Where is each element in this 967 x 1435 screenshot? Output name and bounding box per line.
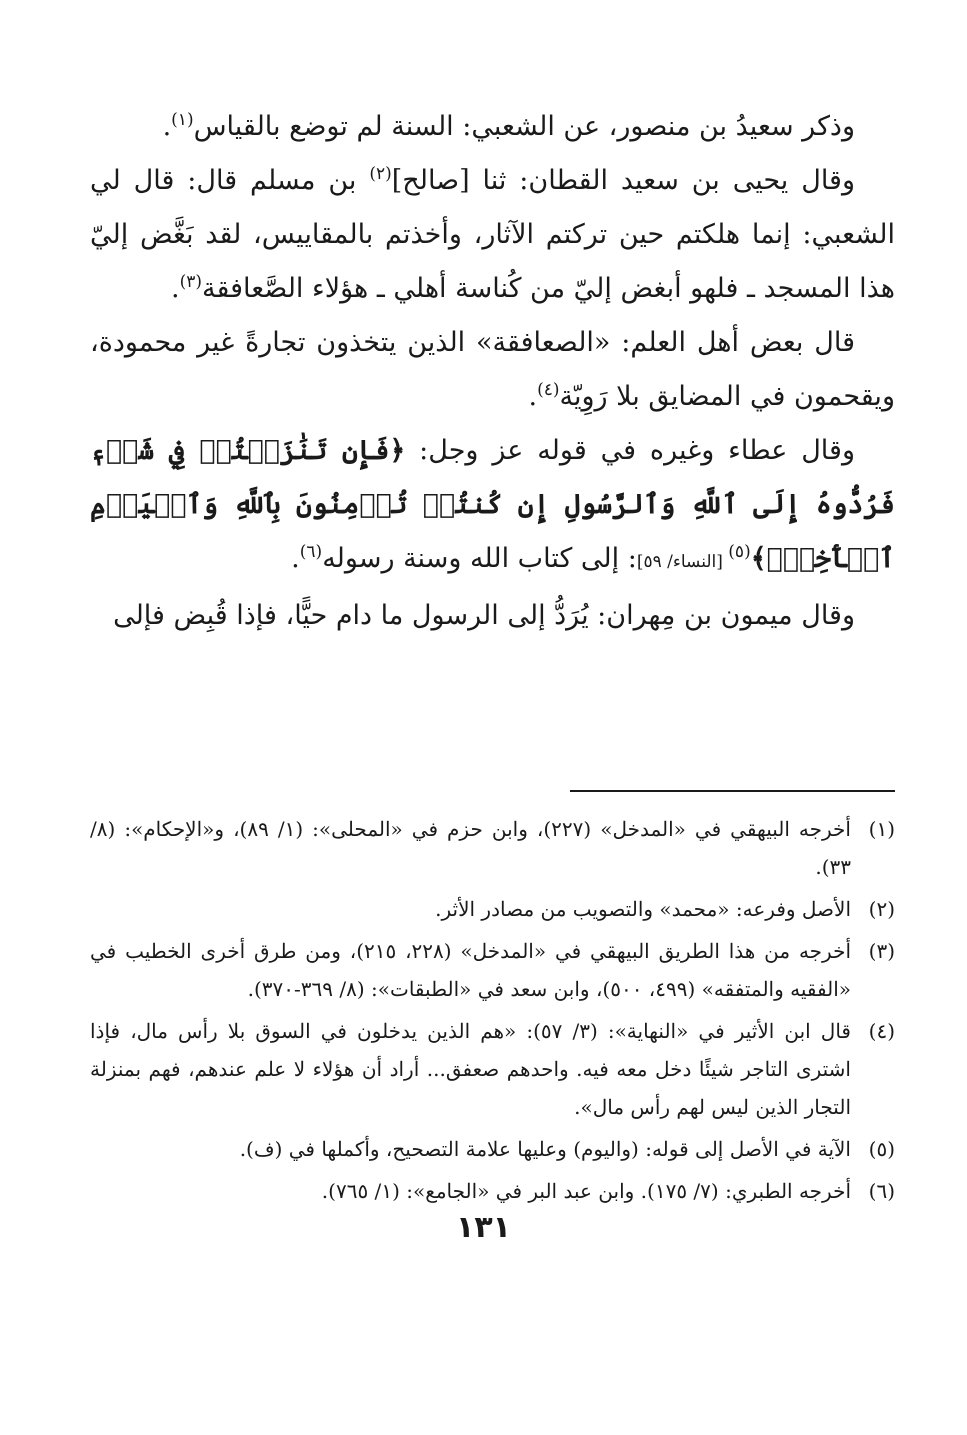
footnotes [90, 810, 895, 1214]
footnote-text: أخرجه البيهقي في «المدخل» (٢٢٧)، وابن حزم في «المحلى»: (١/ ٨٩)، و«الإحكام»: (٨/ ٣٣). [90, 817, 851, 879]
footnote-number: (٢) [868, 897, 895, 921]
footnote-5 [90, 1130, 895, 1168]
paragraph-text: وقال يحيى بن سعيد القطان: ثنا [صالح] [391, 165, 855, 196]
paragraph-1: وذكر سعيدُ بن منصور، عن الشعبي: السنة لم توضع بالقياس$^{(١)}$. [162, 110, 855, 142]
paragraph-text: قال بعض أهل العلم: «الصعافقة» الذين يتخذون تجارةً غير محمودة، ويقحمون في المضايق بلا رَوِيّة [90, 327, 895, 412]
footnote-number: (٤) [868, 1019, 895, 1043]
footnote-4 [90, 1012, 895, 1126]
footnote-ref-3[interactable]: (٣) [179, 272, 202, 292]
footnote-6 [90, 1172, 895, 1210]
footnote-ref-4[interactable]: (٤) [537, 380, 560, 400]
footnote-ref-6[interactable]: (٦) [299, 542, 323, 562]
footnote-divider [570, 790, 895, 792]
footnote-text: الآية في الأصل إلى قوله: (واليوم) وعليها علامة التصحيح، وأكملها في (ف). [239, 1137, 851, 1161]
page [90, 100, 895, 1203]
paragraph-text: وقال ميمون بن مِهران: يُرَدُّ إلى الرسول ما دام حيًّا، فإذا قُبِض فإلى [113, 600, 855, 631]
footnote-text: قال ابن الأثير في «النهاية»: (٣/ ٥٧): «هم الذين يدخلون في السوق بلا رأس مال، فإذا اشترى التاجر شيئًا دخل معه فيه. واحدهم صعفق... أراد أن هؤلاء لا علم عندهم، فهم بمنزلة التجار الذين ليس لهم رأس مال». [90, 1019, 851, 1119]
paragraph-5 [90, 589, 895, 643]
footnote-1 [90, 810, 895, 886]
footnote-number: (٣) [868, 939, 895, 963]
footnote-text: أخرجه من هذا الطريق البيهقي في «المدخل» (٢٢٨، ٢١٥)، ومن طرق أخرى الخطيب في «الفقيه والمتفقه» (٤٩٩، ٥٠٠)، وابن سعد في «الطبقات»: (٨/ ٣٦٩-٣٧٠). [90, 939, 852, 1001]
footnote-3 [90, 932, 895, 1008]
page-number: ١٣١ [456, 1210, 511, 1245]
footnote-text: الأصل وفرعه: «محمد» والتصويب من مصادر الأثر. [435, 897, 851, 921]
footnote-2 [90, 890, 895, 928]
paragraph-4: وقال عطاء وغيره في قوله عز وجل: ﴿فَإِن تَنَٰزَعۡتُمۡ فِي شَيۡءٖ فَرُدُّوهُ إِلَى ٱللَّهِ وَٱلرَّسُولِ إِن كُنتُمۡ تُؤۡمِنُونَ بِٱللَّهِ وَٱلۡيَوۡمِ ٱلۡأٓخِرِۚ﴾$^{(٥)}$ [النساء/ ٥٩]: إلى كتاب الله وسنة رسوله$^{(٦)}$. [90, 435, 895, 574]
footnote-text: أخرجه الطبري: (٧/ ١٧٥). وابن عبد البر في «الجامع»: (١/ ٧٦٥). [321, 1179, 851, 1203]
footnote-ref-2[interactable]: (٢) [369, 164, 392, 184]
verse-citation: [النساء/ ٥٩] [636, 552, 729, 572]
footnote-number: (١) [868, 817, 895, 841]
footnote-ref-1[interactable]: (١) [171, 110, 194, 130]
paragraph-2: وقال يحيى بن سعيد القطان: ثنا [صالح]$^{(٢)}$ بن مسلم قال: قال لي الشعبي: إنما هلكتم حين تركتم الآثار، وأخذتم بالمقاييس، لقد بَغَّض إليّ هذا المسجد ـ فلهو أبغض إليّ من كُناسة أهلي ـ هؤلاء الصَّعافقة$^{(٣)}$. [90, 164, 895, 304]
main-text [90, 100, 895, 643]
paragraph-3: قال بعض أهل العلم: «الصعافقة» الذين يتخذون تجارةً غير محمودة، ويقحمون في المضايق بلا رَوِيّة$^{(٤)}$. [90, 327, 895, 412]
quran-verse: ﴿فَإِن تَنَٰزَعۡتُمۡ فِي شَيۡءٖ فَرُدُّوهُ إِلَى ٱللَّهِ وَٱلرَّسُولِ إِن كُنتُمۡ تُؤۡمِنُونَ بِٱللَّهِ وَٱلۡيَوۡمِ ٱلۡأٓخِرِۚ﴾ [90, 435, 895, 574]
footnote-ref-5[interactable]: (٥) [728, 542, 751, 562]
footnote-number: (٦) [868, 1179, 895, 1203]
paragraph-text: وذكر سعيدُ بن منصور، عن الشعبي: السنة لم توضع بالقياس [193, 111, 855, 142]
footnote-number: (٥) [868, 1137, 895, 1161]
paragraph-text: وقال عطاء وغيره في قوله عز وجل: [405, 435, 855, 466]
